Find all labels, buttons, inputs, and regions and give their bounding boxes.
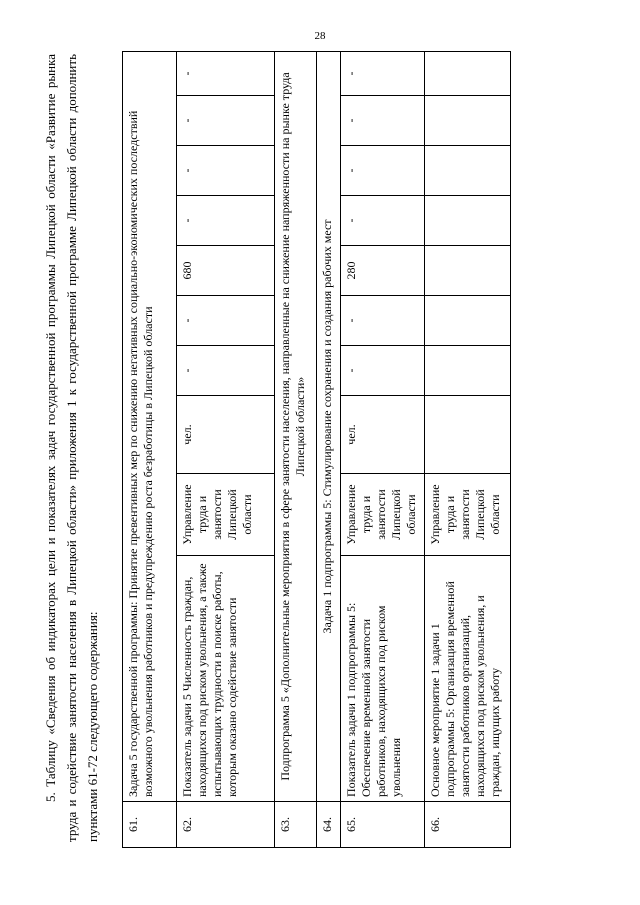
value-cell bbox=[425, 96, 511, 146]
value-cell: - bbox=[341, 296, 425, 346]
value-cell: - bbox=[177, 96, 275, 146]
value-cell bbox=[425, 296, 511, 346]
value-cell bbox=[425, 246, 511, 296]
responsible-cell: Управление труда и занятости Липецкой области bbox=[177, 474, 275, 556]
value-cell bbox=[425, 51, 511, 95]
table-row bbox=[317, 51, 341, 847]
row-number: 66. bbox=[425, 802, 511, 848]
value-cell: - bbox=[177, 51, 275, 95]
intro-text: 5. Таблицу «Сведения об индикаторах цели и показателях задач государственной программы Липецкой области «Развитие рынка труда и содействие занятости населения в Липецкой области» приложения 1 к государственной программе Липецкой области дополнить пунктами 61-72 следующего содержания: bbox=[43, 54, 100, 842]
value-cell: 680 bbox=[177, 246, 275, 296]
indicators-table bbox=[122, 51, 511, 848]
row-number: 65. bbox=[341, 802, 425, 848]
responsible-cell: Управление труда и занятости Липецкой области bbox=[425, 474, 511, 556]
value-cell: - bbox=[177, 296, 275, 346]
unit-cell: чел. bbox=[177, 396, 275, 474]
value-cell: - bbox=[341, 146, 425, 196]
value-cell: - bbox=[341, 51, 425, 95]
table-row bbox=[275, 51, 317, 847]
row-number: 62. bbox=[177, 802, 275, 848]
unit-cell: чел. bbox=[341, 396, 425, 474]
rotated-page bbox=[40, 40, 600, 856]
value-cell: - bbox=[341, 196, 425, 246]
unit-cell bbox=[425, 396, 511, 474]
row-number: 63. bbox=[275, 802, 317, 848]
value-cell: - bbox=[341, 96, 425, 146]
value-cell bbox=[425, 146, 511, 196]
value-cell bbox=[425, 346, 511, 396]
responsible-cell: Управление труда и занятости Липецкой области bbox=[341, 474, 425, 556]
row-number: 61. bbox=[123, 802, 177, 848]
row-text: Основное мероприятие 1 задачи 1 подпрограммы 5: Организация временной занятости работников организаций, находящихся под риском увольнения, и граждан, ищущих работу bbox=[425, 556, 511, 802]
table-row bbox=[425, 51, 511, 847]
table-row bbox=[177, 51, 275, 847]
value-cell: - bbox=[177, 196, 275, 246]
value-cell: - bbox=[177, 146, 275, 196]
row-text: Задача 1 подпрограммы 5: Стимулирование сохранения и создания рабочих мест bbox=[317, 51, 341, 801]
value-cell: - bbox=[341, 346, 425, 396]
value-cell: - bbox=[177, 346, 275, 396]
page-number: 28 bbox=[314, 30, 326, 42]
table-row bbox=[123, 51, 177, 847]
table-row bbox=[341, 51, 425, 847]
row-text: Показатель задачи 1 подпрограммы 5: Обеспечение временной занятости работников, находящихся под риском увольнения bbox=[341, 556, 425, 802]
row-number: 64. bbox=[317, 802, 341, 848]
row-text: Показатель задачи 5 Численность граждан, находящихся под риском увольнения, а также испытывающих трудности в поиске работы, которым оказано содействие занятости bbox=[177, 556, 275, 802]
value-cell bbox=[425, 196, 511, 246]
value-cell: 280 bbox=[341, 246, 425, 296]
row-text: Подпрограмма 5 «Дополнительные мероприятия в сфере занятости населения, направленные на снижение напряженности на рынке труда Липецкой области» bbox=[275, 51, 317, 801]
row-text: Задача 5 государственной программы: Принятие превентивных мер по снижению негативных социально-экономических последствий возможного увольнения работников и предупреждению роста безработицы в Липецкой области bbox=[123, 51, 177, 801]
intro-paragraph bbox=[40, 54, 103, 842]
